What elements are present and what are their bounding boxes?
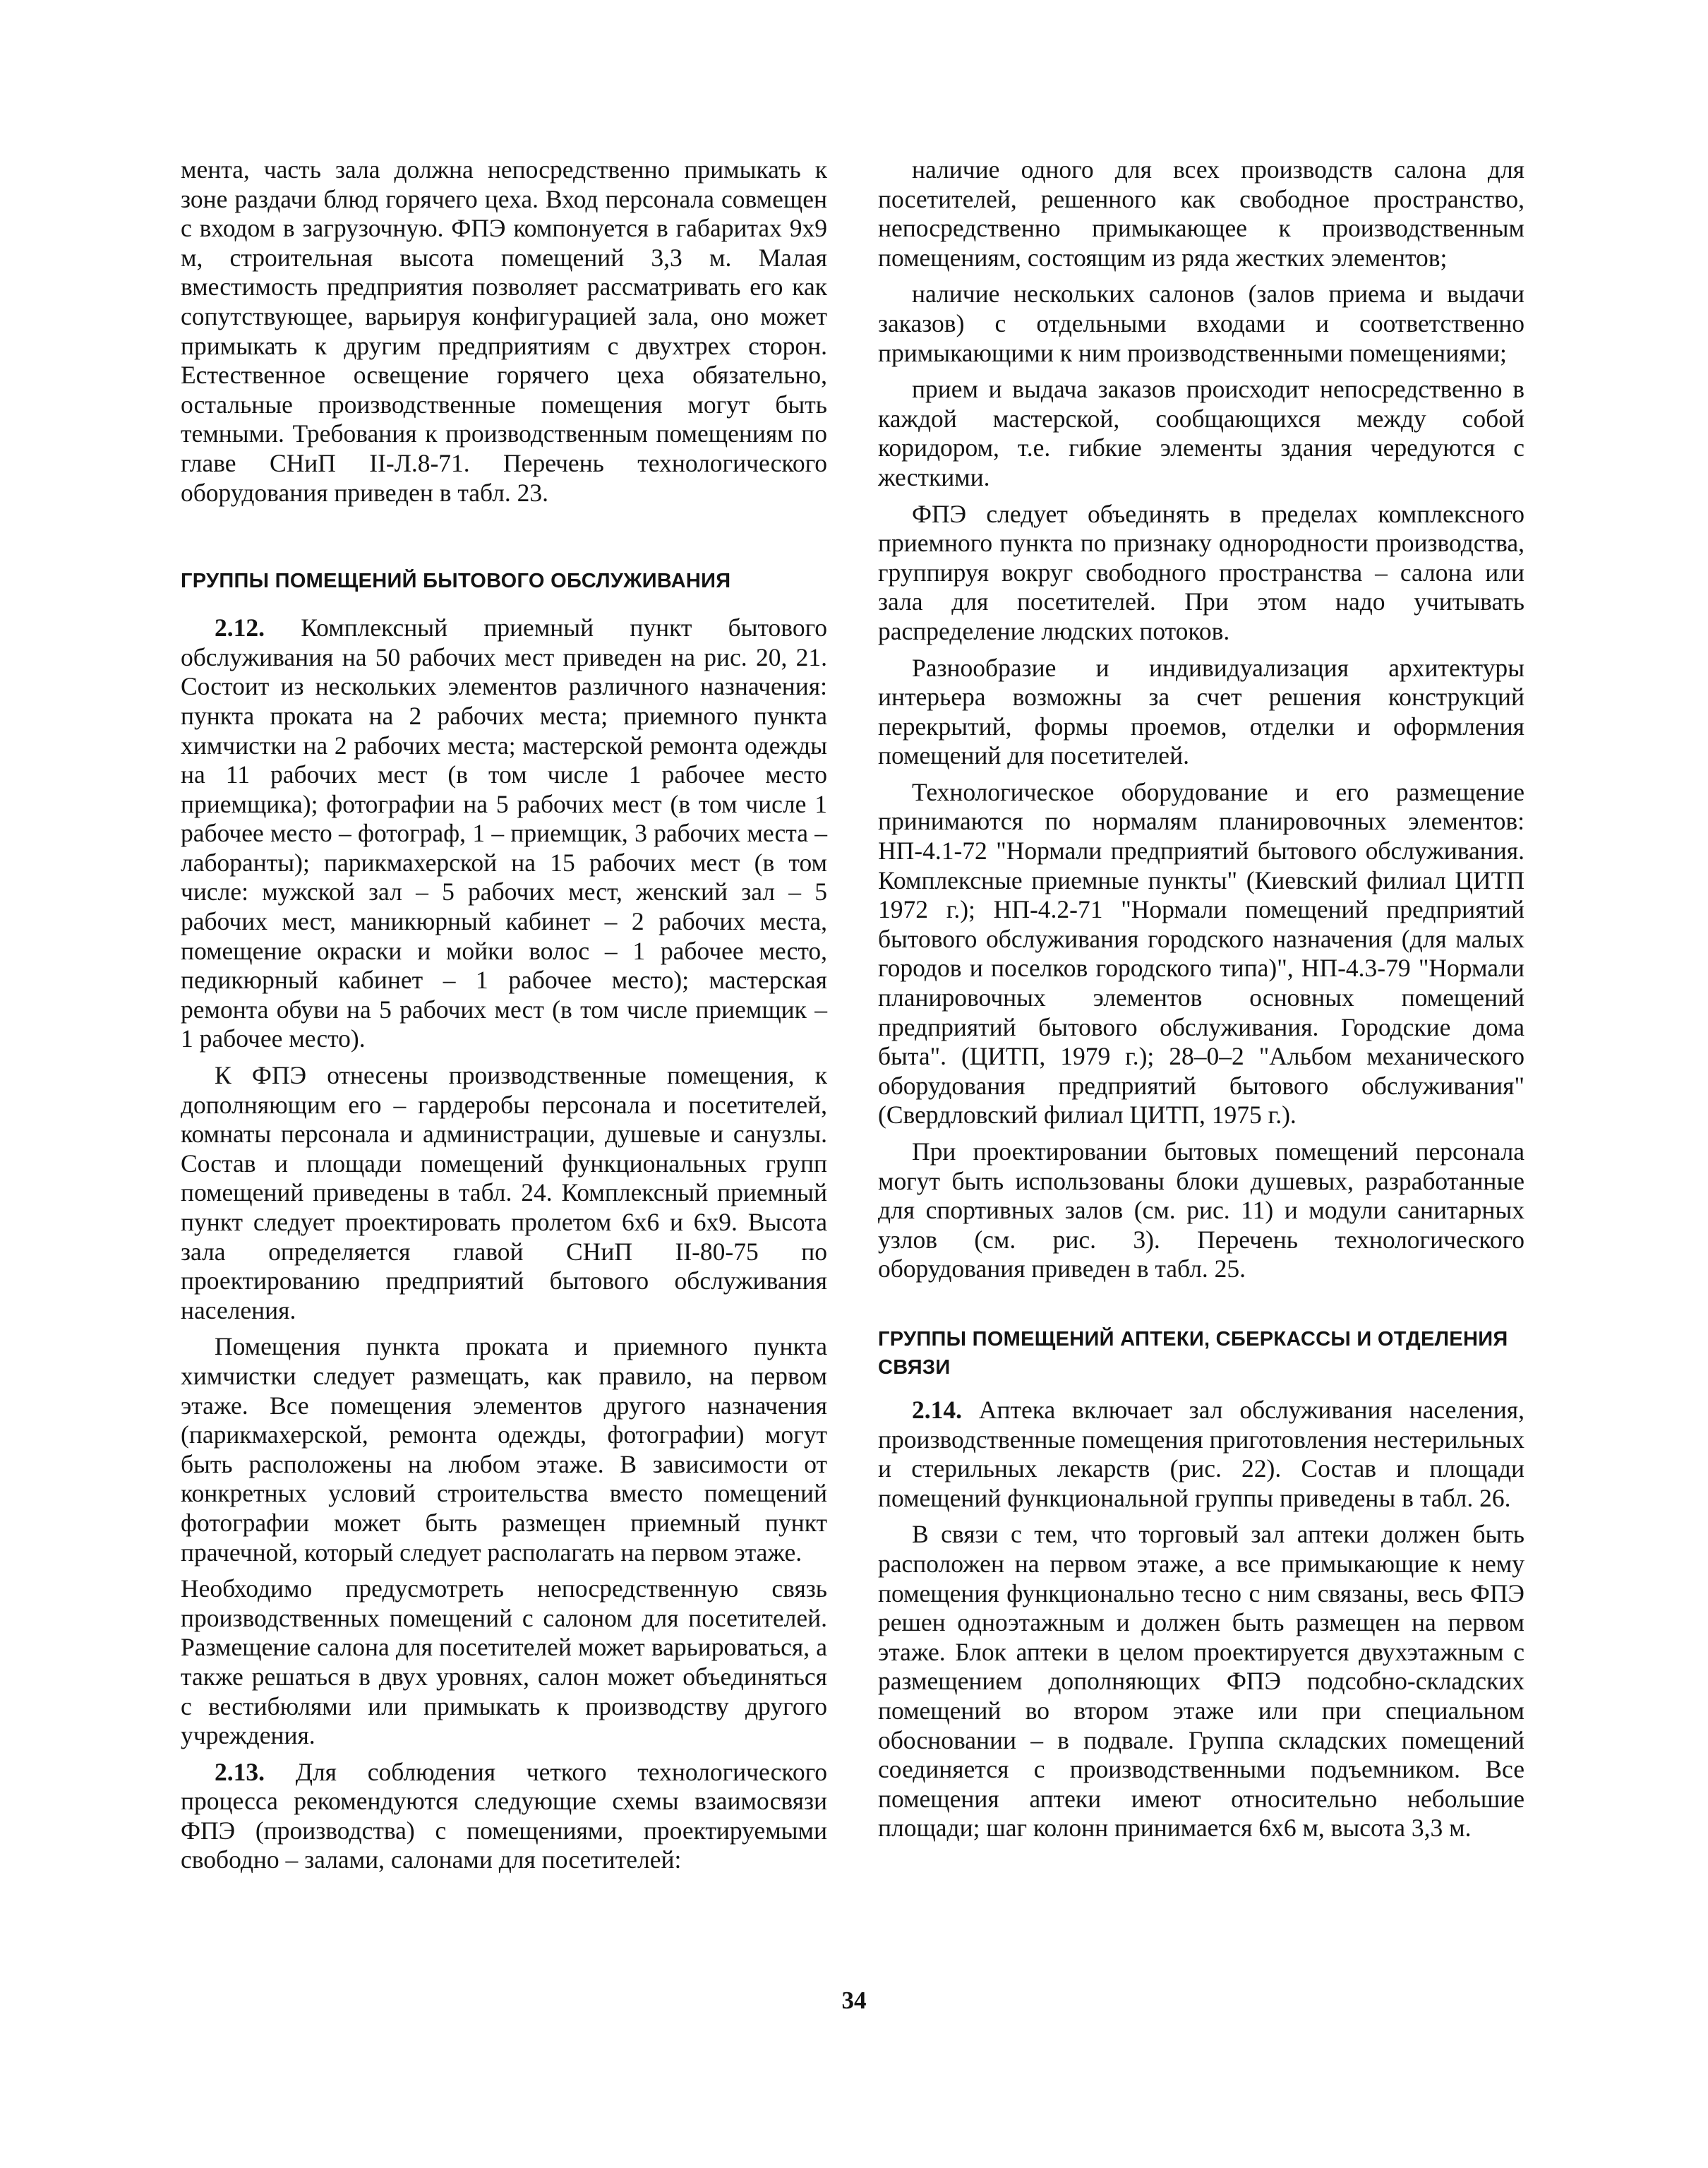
section-number: 2.13.	[215, 1757, 265, 1786]
section-number: 2.12.	[215, 613, 265, 642]
section-text: Аптека включает зал обслуживания населения, производственные помещения приготовления нестерильных и стерильных лекарств (рис. 22). Состав и площади помещений функциональной группы приведены в табл. 26.	[878, 1395, 1524, 1512]
paragraph-equipment: Технологическое оборудование и его размещение принимаются по нормалям планировочных элементов: НП-4.1-72 "Нормали предприятий бытового обслуживания. Комплексные приемные пункты" (Киевский филиал ЦИТП 1972 г.); НП-4.2-71 "Нормали помещений предприятий бытового обслуживания городского назначения (для малых городов и поселков городского типа)", НП-4.3-79 "Нормали планировочных элементов основных помещений предприятий бытового обслуживания. Городские дома быта". (ЦИТП, 1979 г.); 28–0–2 "Альбом механического оборудования предприятий бытового обслуживания" (Свердловский филиал ЦИТП, 1975 г.).	[878, 777, 1524, 1130]
section-number: 2.14.	[912, 1395, 962, 1424]
section-heading-household-services: ГРУППЫ ПОМЕЩЕНИЙ БЫТОВОГО ОБСЛУЖИВАНИЯ	[181, 570, 731, 593]
left-column	[181, 155, 827, 1875]
paragraph-design: При проектировании бытовых помещений персонала могут быть использованы блоки душевых, разработанные для спортивных залов (см. рис. 11) и модули санитарных узлов (см. рис. 3). Перечень технологического оборудования приведен в табл. 25.	[878, 1137, 1524, 1283]
paragraph-link: Необходимо предусмотреть непосредственную связь производственных помещений с салоном для посетителей. Размещение салона для посетителей может варьироваться, а также решаться в двух уровнях, салон может объединяться с вестибюлями или примыкать к производству другого учреждения.	[181, 1574, 827, 1750]
page-number: 34	[841, 1987, 867, 2014]
section-text: Для соблюдения четкого технологического процесса рекомендуются следующие схемы взаимосвязи ФПЭ (производства) с помещениями, проектируемыми свободно – залами, салонами для посетителей:	[181, 1757, 827, 1874]
paragraph-section-2-14	[878, 1396, 1524, 1513]
paragraph-reception: прием и выдача заказов происходит непосредственно в каждой мастерской, сообщающихся между собой коридором, т.е. гибкие элементы здания чередуются с жесткими.	[878, 375, 1524, 491]
paragraph-multiple-salons: наличие нескольких салонов (залов приема и выдачи заказов) с отдельными входами и соответственно примыкающими к ним производственными помещениями;	[878, 280, 1524, 367]
right-column	[878, 155, 1524, 1843]
paragraph-fpe: К ФПЭ отнесены производственные помещения, к дополняющим его – гардеробы персонала и посетителей, комнаты персонала и администрации, душевые и санузлы. Состав и площади помещений функциональных групп помещений приведены в табл. 24. Комплексный приемный пункт следует проектировать пролетом 6x6 и 6x9. Высота зала определяется главой СНиП II-80-75 по проектированию предприятий бытового обслуживания населения.	[181, 1061, 827, 1324]
section-heading-pharmacy: ГРУППЫ ПОМЕЩЕНИЙ АПТЕКИ, СБЕРКАССЫ И ОТДЕЛЕНИЯ СВЯЗИ	[878, 1327, 1508, 1379]
paragraph-single-salon: наличие одного для всех производств салона для посетителей, решенного как свободное пространство, непосредственно примыкающее к производственным помещениям, состоящим из ряда жестких элементов;	[878, 155, 1524, 272]
section-text: Комплексный приемный пункт бытового обслуживания на 50 рабочих мест приведен на рис. 20, 21. Состоит из нескольких элементов различного назначения: пункта проката на 2 рабочих места; приемного пункта химчистки на 2 рабочих места; мастерской ремонта одежды на 11 рабочих мест (в том числе 1 рабочее место приемщика); фотографии на 5 рабочих мест (в том числе 1 рабочее место – фотограф, 1 – приемщик, 3 рабочих места – лаборанты); парикмахерской на 15 рабочих мест (в том числе: мужской зал – 5 рабочих мест, женский зал – 5 рабочих мест, маникюрный кабинет – 2 рабочих места, помещение окраски и мойки волос – 1 рабочее место, педикюрный кабинет – 1 рабочее место); мастерская ремонта обуви на 5 рабочих мест (в том числе приемщик – 1 рабочее место).	[181, 613, 827, 1053]
paragraph-section-2-12	[181, 613, 827, 1054]
paragraph-pharmacy: В связи с тем, что торговый зал аптеки должен быть расположен на первом этаже, а все примыкающие к нему помещения функционально тесно с ним связаны, весь ФПЭ решен одноэтажным и должен быть размещен на первом этаже. Блок аптеки в целом проектируется двухэтажным с размещением дополняющих ФПЭ подсобно-складских помещений во втором этаже или при специальном обосновании – в подвале. Группа складских помещений соединяется с производственными подъемником. Все помещения аптеки имеют относительно небольшие площади; шаг колонн принимается 6x6 м, высота 3,3 м.	[878, 1520, 1524, 1843]
paragraph-section-2-13	[181, 1758, 827, 1875]
paragraph-variety: Разнообразие и индивидуализация архитектуры интерьера возможны за счет решения конструкций перекрытий, формы проемов, отделки и оформления помещений для посетителей.	[878, 653, 1524, 770]
paragraph-continued: мента, часть зала должна непосредственно примыкать к зоне раздачи блюд горячего цеха. Вход персонала совмещен с входом в загрузочную. ФПЭ компонуется в габаритах 9x9 м, строительная высота помещений 3,3 м. Малая вместимость предприятия позволяет рассматривать его как сопутствующее, варьируя конфигурацией зала, оно может примыкать к другим предприятиям с двухтрех сторон. Естественное освещение горячего цеха обязательно, остальные производственные помещения могут быть темными. Требования к производственным помещениям по главе СНиП II-Л.8-71. Перечень технологического оборудования приведен в табл. 23.	[181, 155, 827, 507]
paragraph-rooms: Помещения пункта проката и приемного пункта химчистки следует размещать, как правило, на первом этаже. Все помещения элементов другого назначения (парикмахерской, ремонта одежды, фотографии) могут быть расположены на любом этаже. В зависимости от конкретных условий строительства вместо помещений фотографии может быть размещен приемный пункт прачечной, который следует располагать на первом этаже.	[181, 1332, 827, 1567]
paragraph-combine: ФПЭ следует объединять в пределах комплексного приемного пункта по признаку однородности производства, группируя вокруг свободного пространства – салона или зала для посетителей. При этом надо учитывать распределение людских потоков.	[878, 499, 1524, 645]
